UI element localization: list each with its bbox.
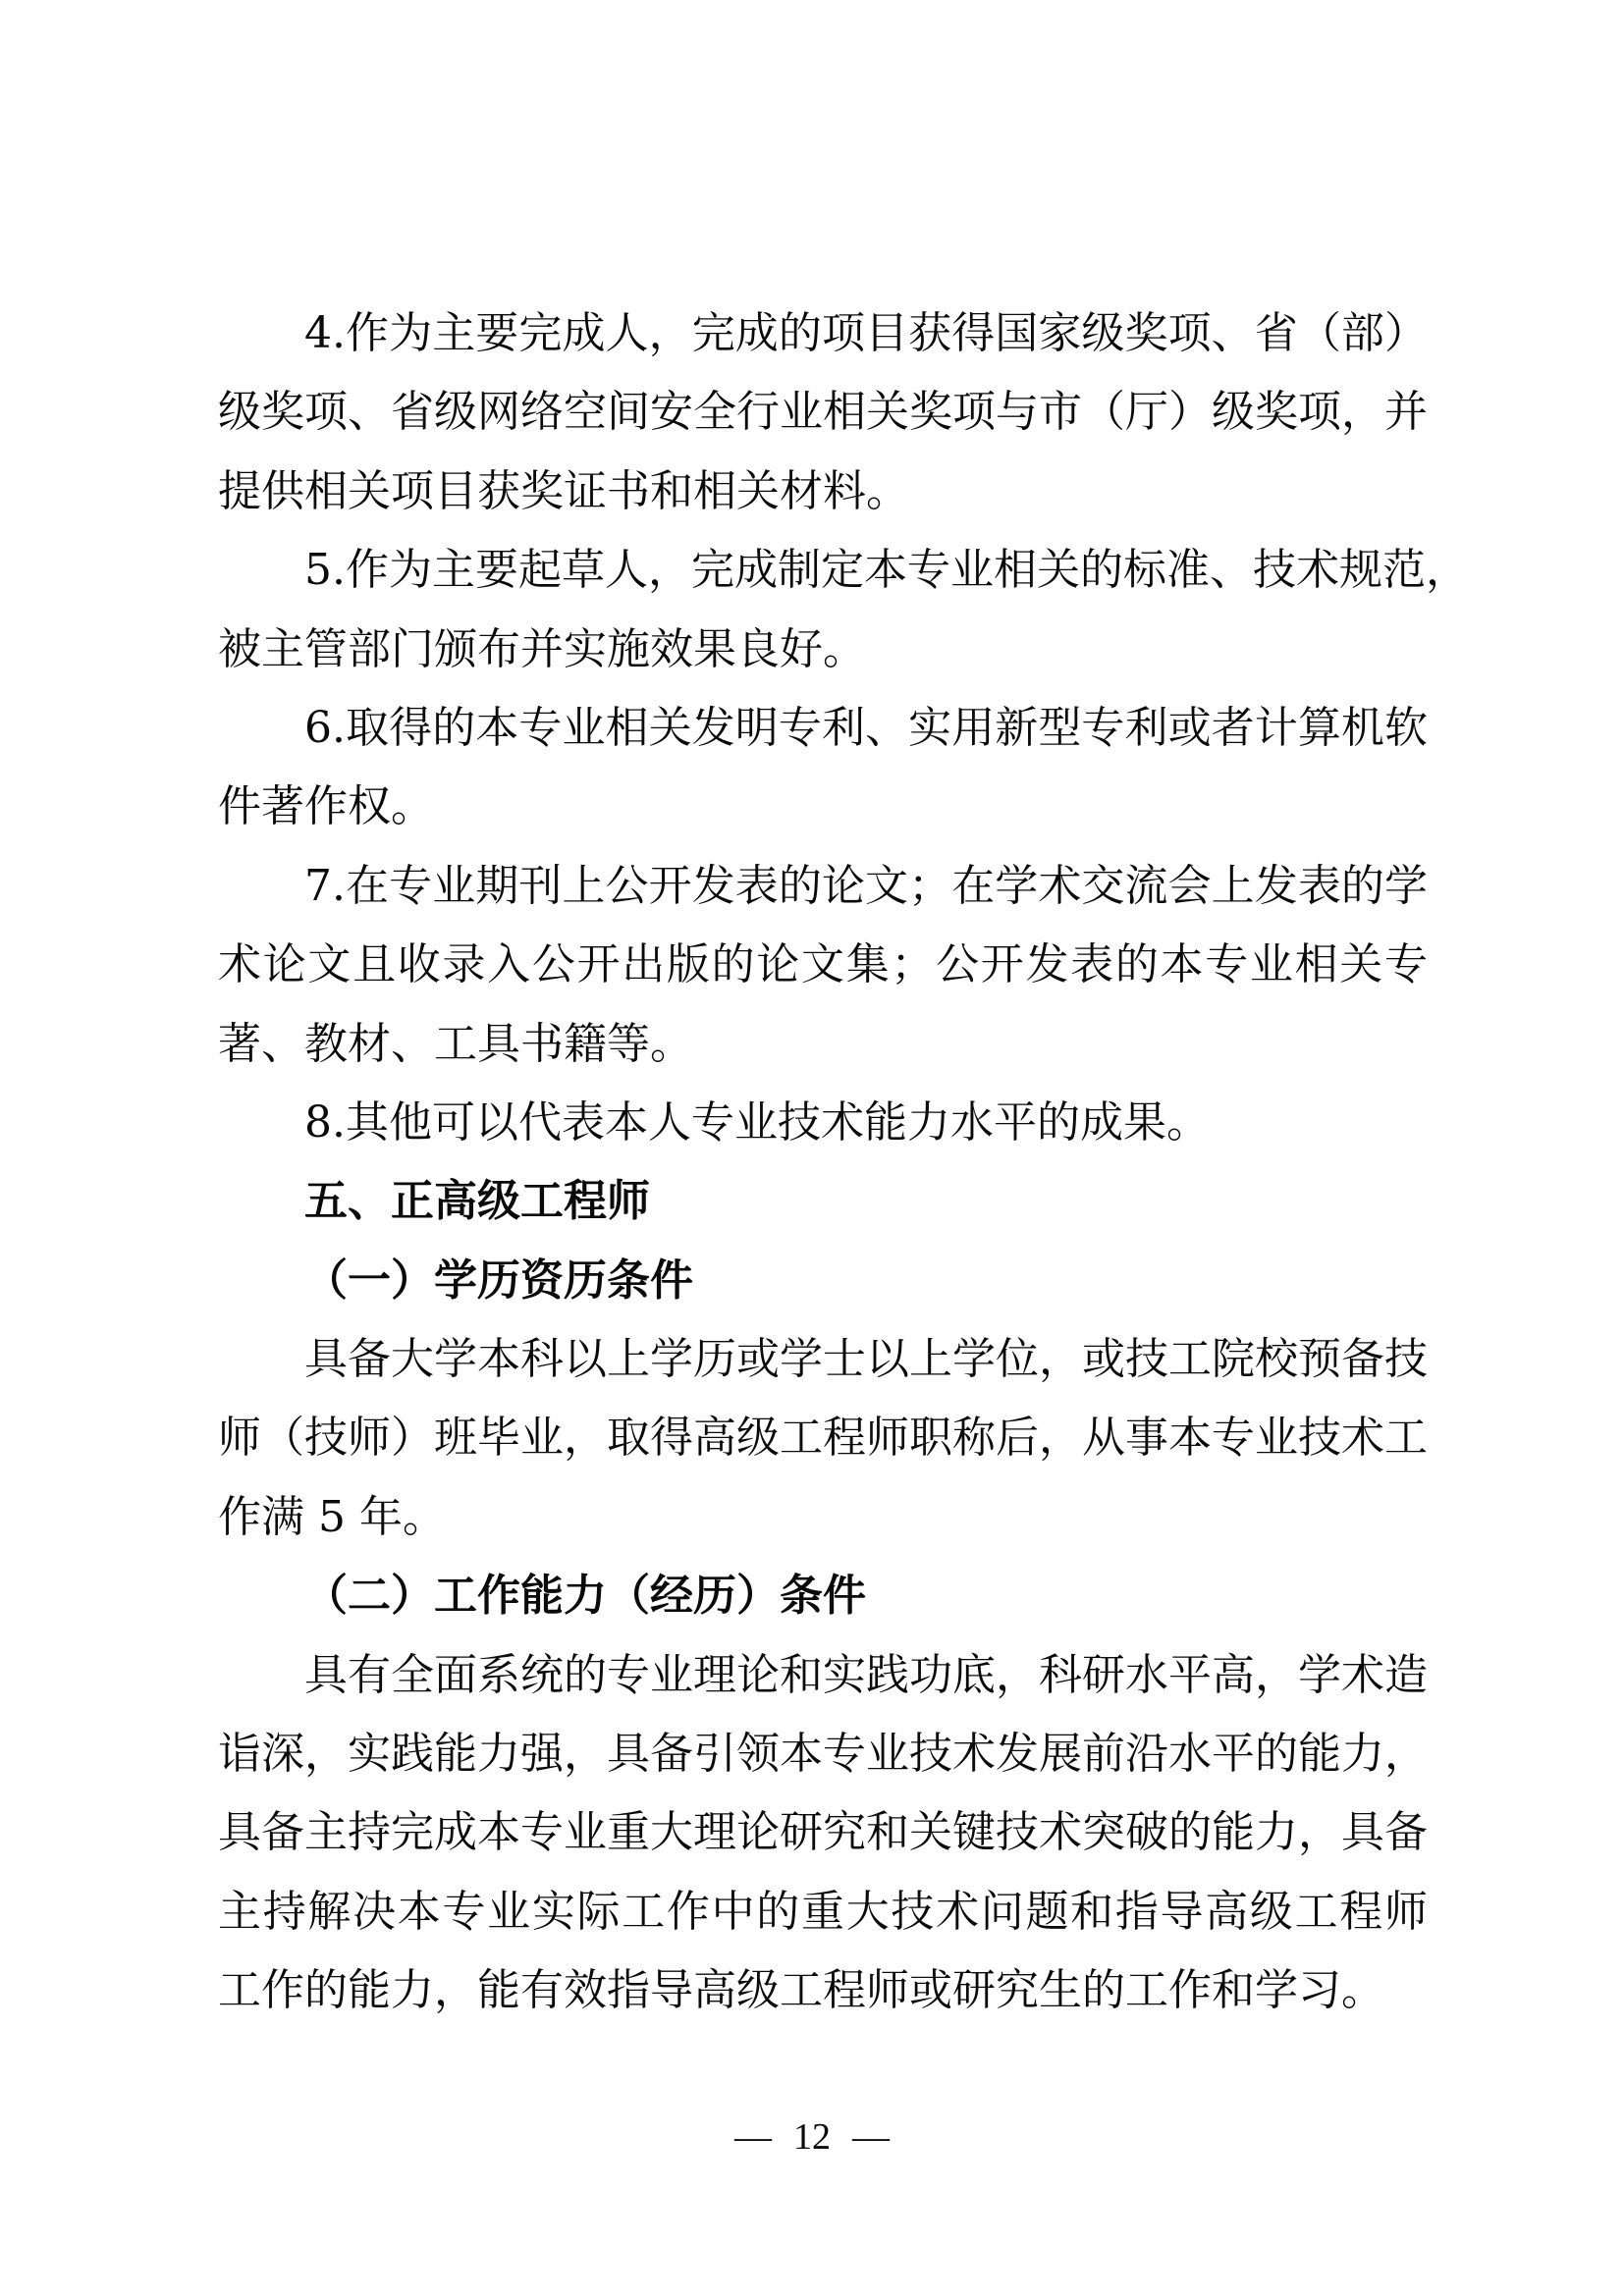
paragraph-item-6 (218, 689, 1428, 847)
text-line: 提供相关项目获奖证书和相关材料。 (218, 465, 909, 516)
text-line: 作满 5 年。 (218, 1491, 446, 1542)
text-line: 具备大学本科以上学历或学士以上学位，或技工院校预备技 (304, 1334, 1428, 1385)
text-line: 工作的能力，能有效指导高级工程师或研究生的工作和学习。 (218, 1965, 1384, 2016)
text-line: 6.取得的本专业相关发明专利、实用新型专利或者计算机软 (304, 702, 1428, 753)
section-heading: 五、正高级工程师 (304, 1176, 650, 1227)
text-line: 5.作为主要起草人，完成制定本专业相关的标准、技术规范， (304, 545, 1469, 596)
paragraph-item-8 (218, 1084, 1428, 1162)
document-body (218, 294, 1469, 2031)
text-line: 具有全面系统的专业理论和实践功底，科研水平高，学术造 (304, 1649, 1428, 1700)
text-line: 7.在专业期刊上公开发表的论文；在学术交流会上发表的学 (304, 860, 1428, 911)
text-line: 诣深，实践能力强，具备引领本专业技术发展前沿水平的能力， (218, 1729, 1428, 1780)
paragraph-item-7 (218, 847, 1428, 1084)
text-line: 级奖项、省级网络空间安全行业相关奖项与市（厅）级奖项，并 (218, 387, 1428, 438)
page-number: 12 (793, 2116, 831, 2158)
paragraph-item-5 (218, 531, 1469, 689)
subsection-heading-education: （一）学历资历条件 (304, 1255, 693, 1306)
text-line: 具备主持完成本专业重大理论研究和关键技术突破的能力，具备 (218, 1807, 1428, 1858)
text-line: 8.其他可以代表本人专业技术能力水平的成果。 (304, 1096, 1210, 1148)
text-line: 件著作权。 (218, 781, 434, 832)
page-number-dash-right: — (852, 2116, 890, 2158)
subsection-heading-work-ability: （二）工作能力（经历）条件 (304, 1571, 866, 1622)
paragraph-work-ability-requirements (218, 1636, 1428, 2031)
text-line: 主持解决本专业实际工作中的重大技术问题和指导高级工程师 (218, 1886, 1428, 1937)
paragraph-item-4 (218, 294, 1428, 531)
page-number-dash-left: — (734, 2116, 772, 2158)
text-line: 著、教材、工具书籍等。 (218, 1018, 693, 1069)
paragraph-education-requirements (218, 1320, 1428, 1557)
text-line: 术论文且收录入公开出版的论文集；公开发表的本专业相关专 (218, 939, 1428, 990)
text-line: 师（技师）班毕业，取得高级工程师职称后，从事本专业技术工 (218, 1413, 1428, 1464)
page-footer (0, 2112, 1624, 2162)
text-line: 4.作为主要完成人，完成的项目获得国家级奖项、省（部） (304, 308, 1428, 358)
text-line: 被主管部门颁布并实施效果良好。 (218, 623, 866, 674)
